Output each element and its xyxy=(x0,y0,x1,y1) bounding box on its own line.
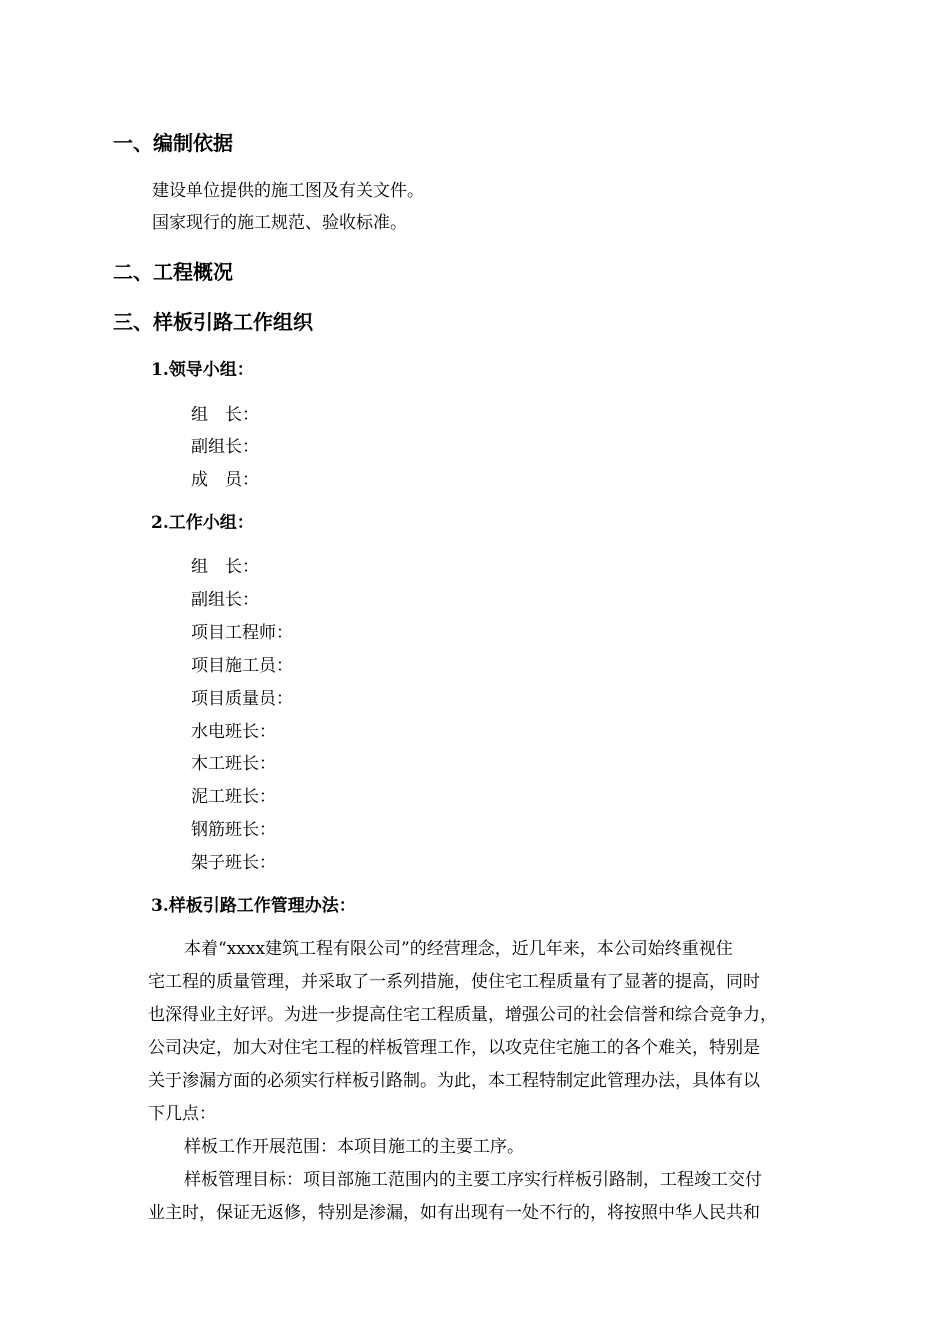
section-heading-overview: 二、工程概况 xyxy=(113,260,233,284)
section-heading-organization: 三、样板引路工作组织 xyxy=(113,310,313,334)
work-item-scaffold-lead: 架子班长： xyxy=(191,853,276,873)
body-line: 宅工程的质量管理，并采取了一系列措施，使住宅工程质量有了显著的提高，同时 xyxy=(148,972,760,992)
subheading-work-group: 2.工作小组： xyxy=(151,513,254,533)
work-item-deputy: 副组长： xyxy=(191,590,259,610)
work-item-quality: 项目质量员： xyxy=(191,689,293,709)
leadership-item-deputy: 副组长： xyxy=(191,437,259,457)
work-item-carpentry-lead: 木工班长： xyxy=(191,754,276,774)
basis-line-1: 建设单位提供的施工图及有关文件。 xyxy=(152,181,424,201)
work-item-constructor: 项目施工员： xyxy=(191,656,293,676)
basis-line-2: 国家现行的施工规范、验收标准。 xyxy=(152,213,407,233)
work-item-masonry-lead: 泥工班长： xyxy=(191,787,276,807)
body-line: 也深得业主好评。为进一步提高住宅工程质量，增强公司的社会信誉和综合竞争力， xyxy=(148,1005,777,1025)
body-line: 下几点： xyxy=(148,1104,216,1124)
work-item-rebar-lead: 钢筋班长： xyxy=(191,820,276,840)
body-line: 本着“xxxx建筑工程有限公司”的经营理念，近几年来，本公司始终重视住 xyxy=(184,939,733,959)
body-line: 样板工作开展范围：本项目施工的主要工序。 xyxy=(184,1137,524,1157)
body-line: 关于渗漏方面的必须实行样板引路制。为此，本工程特制定此管理办法，具体有以 xyxy=(148,1071,760,1091)
body-line: 公司决定，加大对住宅工程的样板管理工作，以攻克住宅施工的各个难关，特别是 xyxy=(148,1038,760,1058)
section-heading-basis: 一、编制依据 xyxy=(113,131,233,155)
body-line: 业主时，保证无返修，特别是渗漏，如有出现有一处不行的，将按照中华人民共和 xyxy=(148,1203,760,1223)
work-item-engineer: 项目工程师： xyxy=(191,623,293,643)
management-method-body xyxy=(148,933,848,1230)
leadership-item-leader: 组 长： xyxy=(191,405,259,425)
subheading-management-method: 3.样板引路工作管理办法： xyxy=(151,896,356,916)
subheading-leadership-group: 1.领导小组： xyxy=(151,360,254,380)
leadership-item-members: 成 员： xyxy=(191,470,259,490)
work-item-plumbing-lead: 水电班长： xyxy=(191,722,276,742)
work-item-leader: 组 长： xyxy=(191,557,259,577)
body-line: 样板管理目标：项目部施工范围内的主要工序实行样板引路制，工程竣工交付 xyxy=(184,1170,762,1190)
